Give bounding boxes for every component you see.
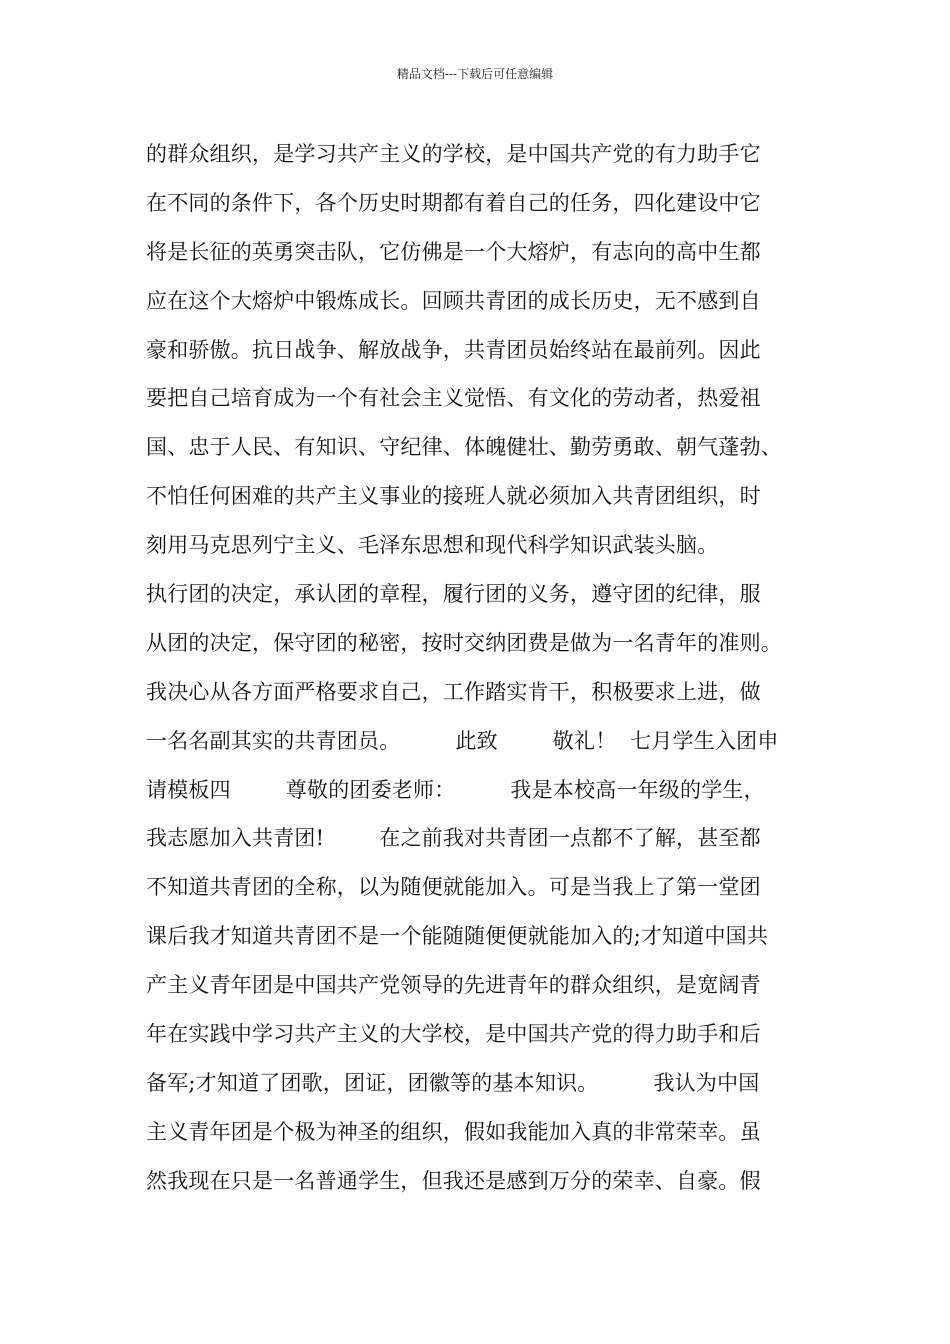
text-line: 要把自己培育成为一个有社会主义觉悟、有文化的劳动者，热爱祖 <box>146 386 761 411</box>
document-body <box>146 130 836 1206</box>
page-header: 精品文档---下载后可任意编辑 <box>396 67 554 81</box>
text-line: 请模板四 尊敬的团委老师： 我是本校高一年级的学生， <box>146 777 765 802</box>
text-line: 我志愿加入共青团! 在之前我对共青团一点都不了解，甚至都 <box>146 826 761 851</box>
text-line: 的群众组织，是学习共产主义的学校，是中国共产党的有力助手它 <box>146 142 761 166</box>
text-line: 从团的决定，保守团的秘密，按时交纳团费是做为一名青年的准则。 <box>146 630 782 655</box>
text-line: 执行团的决定，承认团的章程，履行团的义务，遵守团的纪律，服 <box>146 582 761 607</box>
text-line: 备军;才知道了团歌，团证，团徽等的基本知识。 我认为中国 <box>146 1070 760 1095</box>
text-line: 一名名副其实的共青团员。 此致 敬礼！ 七月学生入团申 <box>146 728 779 753</box>
text-line: 年在实践中学习共产主义的大学校，是中国共产党的得力助手和后 <box>146 1022 761 1047</box>
text-line: 应在这个大熔炉中锻炼成长。回顾共青团的成长历史，无不感到自 <box>146 288 761 313</box>
text-line: 然我现在只是一名普通学生，但我还是感到万分的荣幸、自豪。假 <box>146 1168 761 1193</box>
text-line: 在不同的条件下，各个历史时期都有着自己的任务，四化建设中它 <box>146 190 761 215</box>
text-line: 不怕任何困难的共产主义事业的接班人就必须加入共青团组织，时 <box>146 484 761 509</box>
text-line: 将是长征的英勇突击队，它仿佛是一个大熔炉，有志向的高中生都 <box>146 239 761 264</box>
text-line: 刻用马克思列宁主义、毛泽东思想和现代科学知识武装头脑。 <box>146 533 719 558</box>
text-line: 豪和骄傲。抗日战争、解放战争，共青团员始终站在最前列。因此 <box>146 337 761 362</box>
text-line: 我决心从各方面严格要求自己，工作踏实肯干，积极要求上进，做 <box>146 679 761 704</box>
text-line: 不知道共青团的全称，以为随便就能加入。可是当我上了第一堂团 <box>146 875 761 900</box>
text-line: 产主义青年团是中国共产党领导的先进青年的群众组织，是宽阔青 <box>146 973 761 998</box>
text-line: 国、忠于人民、有知识、守纪律、体魄健壮、勤劳勇敢、朝气蓬勃、 <box>146 435 782 460</box>
text-line: 主义青年团是个极为神圣的组织，假如我能加入真的非常荣幸。虽 <box>146 1119 761 1144</box>
text-line: 课后我才知道共青团不是一个能随随便便就能加入的;才知道中国共 <box>146 924 769 949</box>
